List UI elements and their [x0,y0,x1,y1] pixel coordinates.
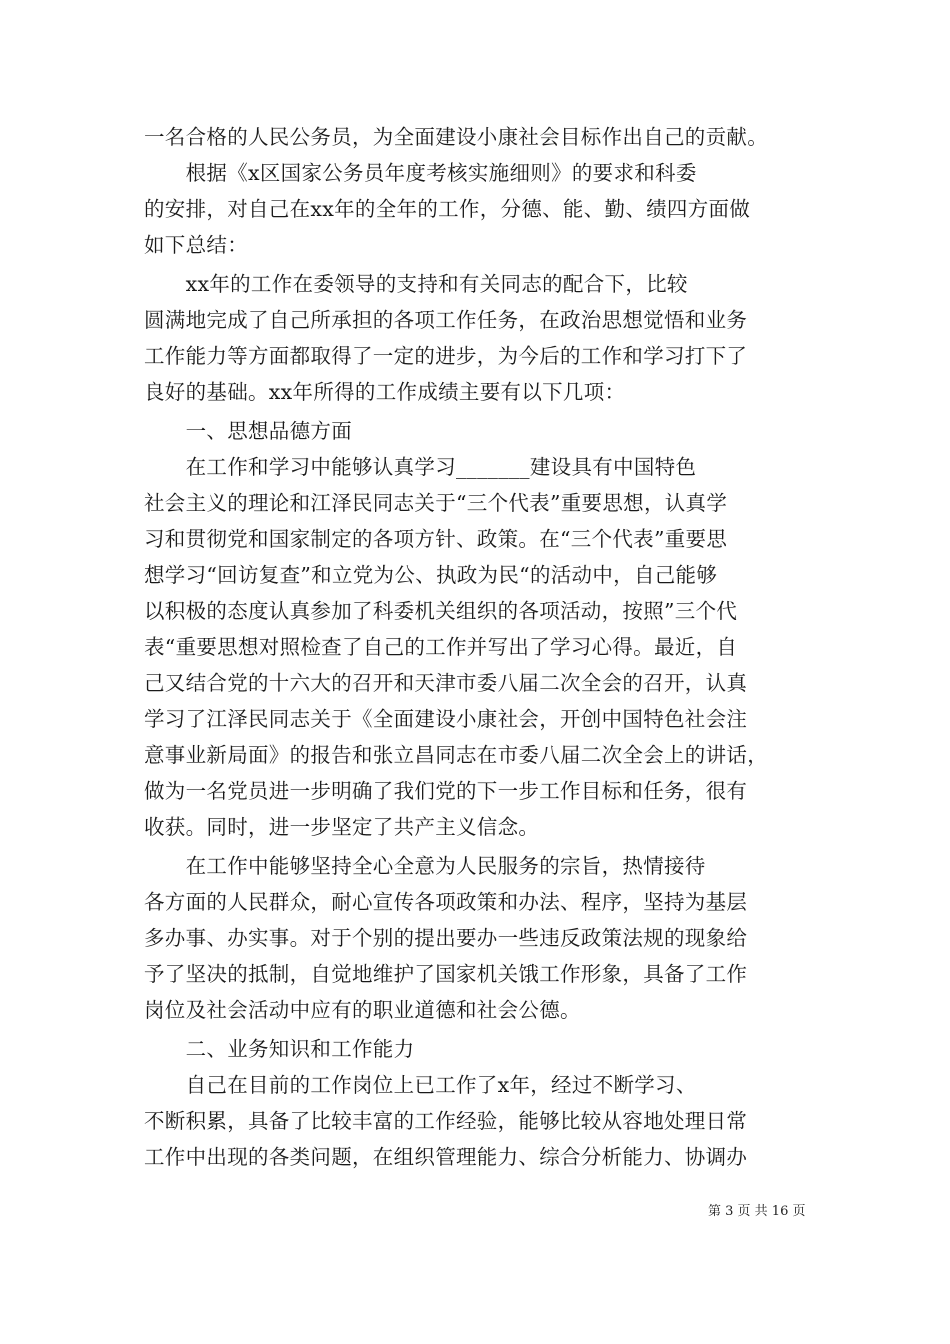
text-line: 社会主义的理论和江泽民同志关于“三个代表”重要思想，认真学 [144,491,728,515]
text-line: 良好的基础。xx年所得的工作成绩主要有以下几项： [144,380,626,404]
text-line: 表“重要思想对照检查了自己的工作并写出了学习心得。最近，自 [144,635,738,659]
text-line: 工作能力等方面都取得了一定的进步，为今后的工作和学习打下了 [144,344,748,368]
text-line: 做为一名党员进一步明确了我们党的下一步工作目标和任务，很有 [144,779,748,803]
text-line: 想学习“回访复查”和立党为公、执政为民“的活动中，自己能够 [144,563,718,587]
text-line: 以积极的态度认真参加了科委机关组织的各项活动，按照”三个代 [144,599,738,623]
text-line: 予了坚决的抵制，自觉地维护了国家机关饿工作形象，具备了工作 [144,962,748,986]
text-line: 一名合格的人民公务员，为全面建设小康社会目标作出自己的贡献。 [144,125,768,149]
text-line: 工作中出现的各类问题，在组织管理能力、综合分析能力、协调办 [144,1145,748,1169]
text-line: xx年的工作在委领导的支持和有关同志的配合下，比较 [144,272,688,296]
text-line: 根据《x区国家公务员年度考核实施细则》的要求和科委 [144,161,697,185]
text-line: 的安排，对自己在xx年的全年的工作，分德、能、勤、绩四方面做 [144,197,751,221]
text-line: 在工作和学习中能够认真学习_______建设具有中国特色 [144,455,697,479]
text-line: 圆满地完成了自己所承担的各项工作任务，在政治思想觉悟和业务 [144,308,748,332]
text-line: 各方面的人民群众，耐心宣传各项政策和办法、程序，坚持为基层 [144,890,748,914]
text-line: 意事业新局面》的报告和张立昌同志在市委八届二次全会上的讲话， [144,743,768,767]
text-line: 习和贯彻党和国家制定的各项方针、政策。在“三个代表”重要思 [144,527,728,551]
text-line: 如下总结： [144,233,248,257]
text-line: 己又结合党的十六大的召开和天津市委八届二次全会的召开，认真 [144,671,748,695]
text-line: 收获。同时，进一步坚定了共产主义信念。 [144,815,540,839]
text-line: 学习了江泽民同志关于《全面建设小康社会，开创中国特色社会注 [144,707,748,731]
text-line: 不断积累，具备了比较丰富的工作经验，能够比较从容地处理日常 [144,1109,748,1133]
text-line: 在工作中能够坚持全心全意为人民服务的宗旨，热情接待 [144,854,706,878]
text-line: 岗位及社会活动中应有的职业道德和社会公德。 [144,998,581,1022]
text-line: 多办事、办实事。对于个别的提出要办一些违反政策法规的现象给 [144,926,748,950]
text-line: 自己在目前的工作岗位上已工作了x年，经过不断学习、 [144,1073,697,1097]
section-heading: 二、业务知识和工作能力 [144,1037,415,1061]
section-heading: 一、思想品德方面 [144,419,352,443]
page-number: 第 3 页 共 16 页 [708,1204,806,1219]
